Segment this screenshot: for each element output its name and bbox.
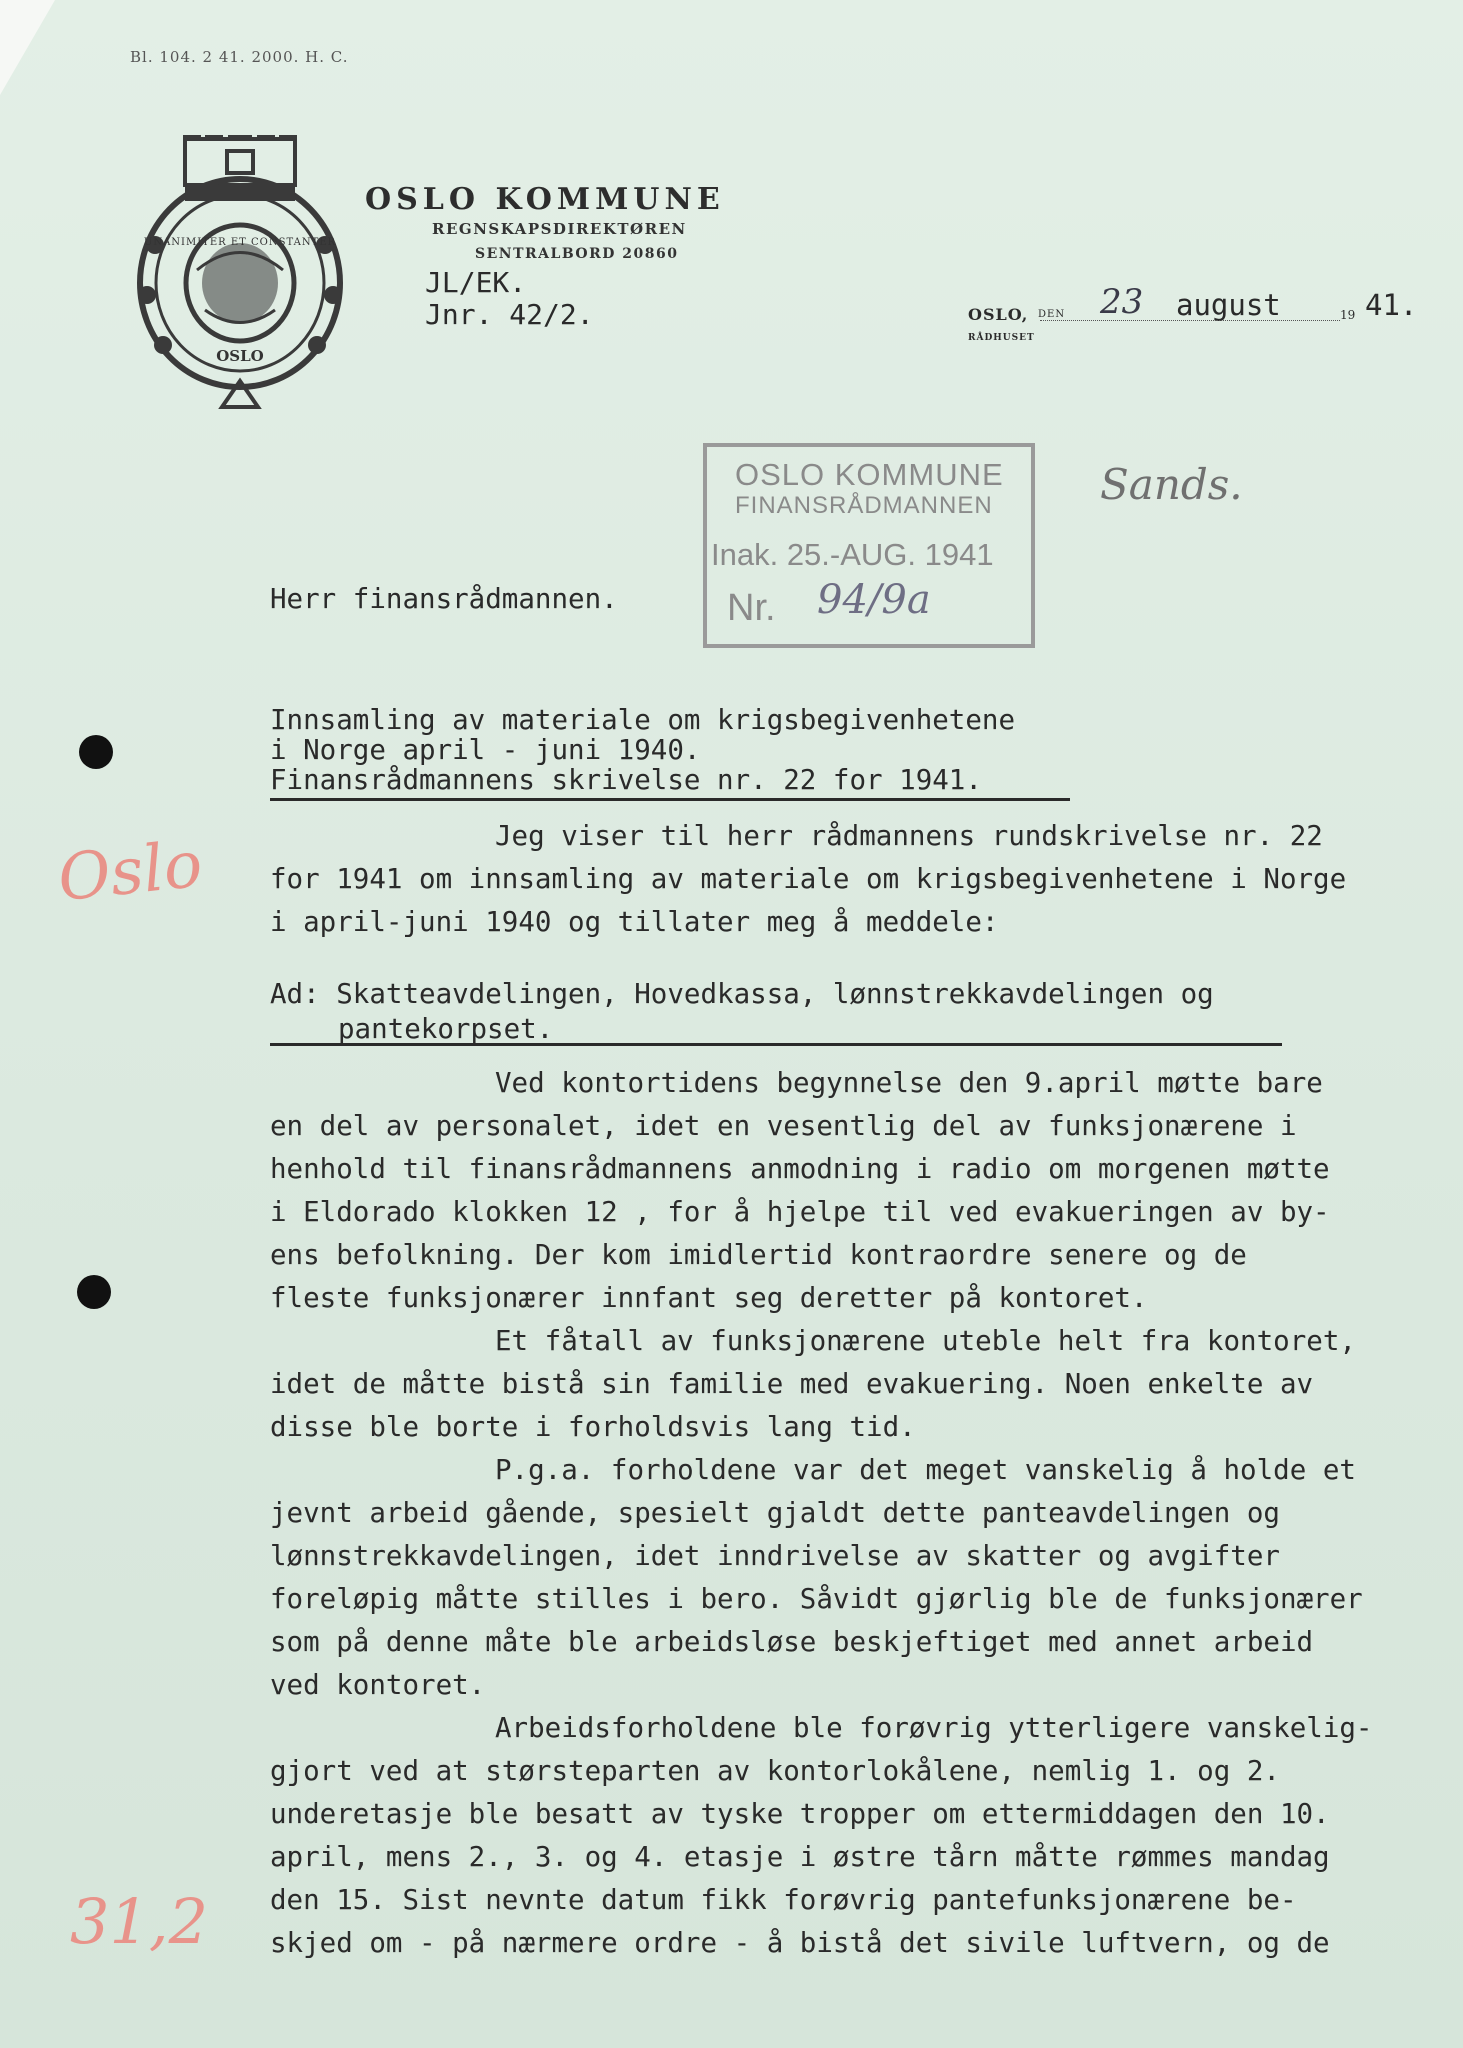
ad-heading bbox=[270, 977, 1214, 1047]
text-line: den 15. Sist nevnte datum fikk forøvrig pantefunksjonærene be- bbox=[270, 1884, 1297, 1916]
ad-underline bbox=[270, 1043, 1282, 1046]
stamp-nr-value: 94/9a bbox=[817, 577, 931, 623]
text-span: Et fåtall av funksjonærene uteble helt fra kontoret, bbox=[495, 1325, 1356, 1357]
seal-name: OSLO bbox=[216, 347, 264, 365]
addressee: Herr finansrådmannen. bbox=[270, 583, 618, 615]
text-span: Jeg viser til herr rådmannens rundskrivelse nr. 22 bbox=[495, 820, 1323, 852]
text-line: april, mens 2., 3. og 4. etasje i østre tårn måtte rømmes mandag bbox=[270, 1841, 1330, 1873]
text-line: for 1941 om innsamling av materiale om krigsbegivenhetene i Norge bbox=[270, 863, 1347, 895]
text-line: som på denne måte ble arbeidsløse beskjeftiget med annet arbeid bbox=[270, 1626, 1314, 1658]
text-line: en del av personalet, idet en vesentlig del av funksjonærene i bbox=[270, 1110, 1297, 1142]
text-line: henhold til finansrådmannens anmodning i radio om morgenen møtte bbox=[270, 1153, 1330, 1185]
text-line bbox=[270, 1012, 1214, 1047]
letterhead-title: OSLO KOMMUNE bbox=[365, 182, 725, 217]
date-address: RÅDHUSET bbox=[968, 333, 1035, 343]
text-line: foreløpig måtte stilles i bero. Såvidt gjørlig ble de funksjonærer bbox=[270, 1583, 1363, 1615]
subject-underline bbox=[270, 798, 1070, 801]
page-number-note: 31,2 bbox=[70, 1885, 209, 1958]
text-line: lønnstrekkavdelingen, idet inndrivelse av skatter og avgifter bbox=[270, 1540, 1280, 1572]
text-line: gjort ved at størsteparten av kontorlokålene, nemlig 1. og 2. bbox=[270, 1755, 1280, 1787]
text-line: ved kontoret. bbox=[270, 1669, 486, 1701]
stamp-line-2: FINANSRÅDMANNEN bbox=[735, 492, 993, 519]
subject-line: i Norge april - juni 1940. bbox=[270, 734, 701, 766]
text-span: Arbeidsforholdene ble forøvrig ytterligere vanskelig- bbox=[495, 1712, 1373, 1744]
subject-block bbox=[270, 705, 1015, 795]
stamp-nr-label: Nr. bbox=[727, 587, 776, 629]
stamp-line-1: OSLO KOMMUNE bbox=[735, 457, 1004, 492]
intro-paragraph bbox=[270, 815, 1346, 944]
text-line bbox=[270, 815, 1346, 858]
text-line: disse ble borte i forholdsvis lang tid. bbox=[270, 1411, 916, 1443]
date-dotted-line bbox=[1040, 320, 1340, 321]
body-text bbox=[270, 1062, 1373, 1965]
text-line: Ad: Skatteavdelingen, Hovedkassa, lønnstrekkavdelingen og bbox=[270, 978, 1214, 1010]
text-line: i april-juni 1940 og tillater meg å meddele: bbox=[270, 906, 999, 938]
text-span: P.g.a. forholdene var det meget vanskelig å holde et bbox=[495, 1454, 1356, 1486]
text-line: skjed om - på nærmere ordre - å bistå det sivile luftvern, og de bbox=[270, 1927, 1330, 1959]
text-line: jevnt arbeid gående, spesielt gjaldt dette panteavdelingen og bbox=[270, 1497, 1280, 1529]
form-code: Bl. 104. 2 41. 2000. H. C. bbox=[130, 48, 349, 66]
seal-motto: UNANIMITER ET CONSTANTER bbox=[143, 237, 337, 248]
date-month: august bbox=[1176, 288, 1281, 322]
text-line bbox=[270, 1707, 1373, 1750]
stamp-line-3: Inak. 25.-AUG. 1941 bbox=[711, 537, 994, 572]
reference-initials: JL/EK. bbox=[425, 266, 527, 299]
date-den-label: DEN bbox=[1038, 309, 1066, 320]
date-year-prefix: 19 bbox=[1340, 308, 1356, 322]
punch-hole-bottom bbox=[77, 1275, 111, 1309]
punch-hole-top bbox=[79, 735, 113, 769]
text-line: i Eldorado klokken 12 , for å hjelpe til ved evakueringen av by- bbox=[270, 1196, 1330, 1228]
margin-note-city: Oslo bbox=[54, 827, 206, 917]
text-line: underetasje ble besatt av tyske tropper om ettermiddagen den 10. bbox=[270, 1798, 1330, 1830]
text-span: pantekorpset. bbox=[338, 1013, 554, 1045]
text-line: idet de måtte bistå sin familie med evakuering. Noen enkelte av bbox=[270, 1368, 1314, 1400]
text-line: fleste funksjonærer innfant seg deretter på kontoret. bbox=[270, 1282, 1148, 1314]
text-line: ens befolkning. Der kom imidlertid kontraordre senere og de bbox=[270, 1239, 1247, 1271]
text-line bbox=[270, 1320, 1373, 1363]
subject-line: Finansrådmannens skrivelse nr. 22 for 1941. bbox=[270, 764, 982, 796]
letterhead-phone: SENTRALBORD 20860 bbox=[475, 246, 679, 262]
oslo-city-seal-icon bbox=[135, 135, 345, 410]
subject-line: Innsamling av materiale om krigsbegivenhetene bbox=[270, 704, 1016, 736]
text-line bbox=[270, 1449, 1373, 1492]
date-year: 41. bbox=[1365, 288, 1418, 322]
reference-journal: Jnr. 42/2. bbox=[425, 298, 594, 331]
handwritten-signature: Sands. bbox=[1100, 460, 1243, 509]
text-line bbox=[270, 1062, 1373, 1105]
received-stamp bbox=[703, 443, 1035, 648]
text-span: Ved kontortidens begynnelse den 9.april møtte bare bbox=[495, 1067, 1323, 1099]
date-day: 23 bbox=[1100, 282, 1144, 322]
date-city: OSLO, bbox=[968, 305, 1029, 324]
folded-corner bbox=[0, 0, 55, 95]
letterhead-department: REGNSKAPSDIREKTØREN bbox=[432, 220, 687, 238]
